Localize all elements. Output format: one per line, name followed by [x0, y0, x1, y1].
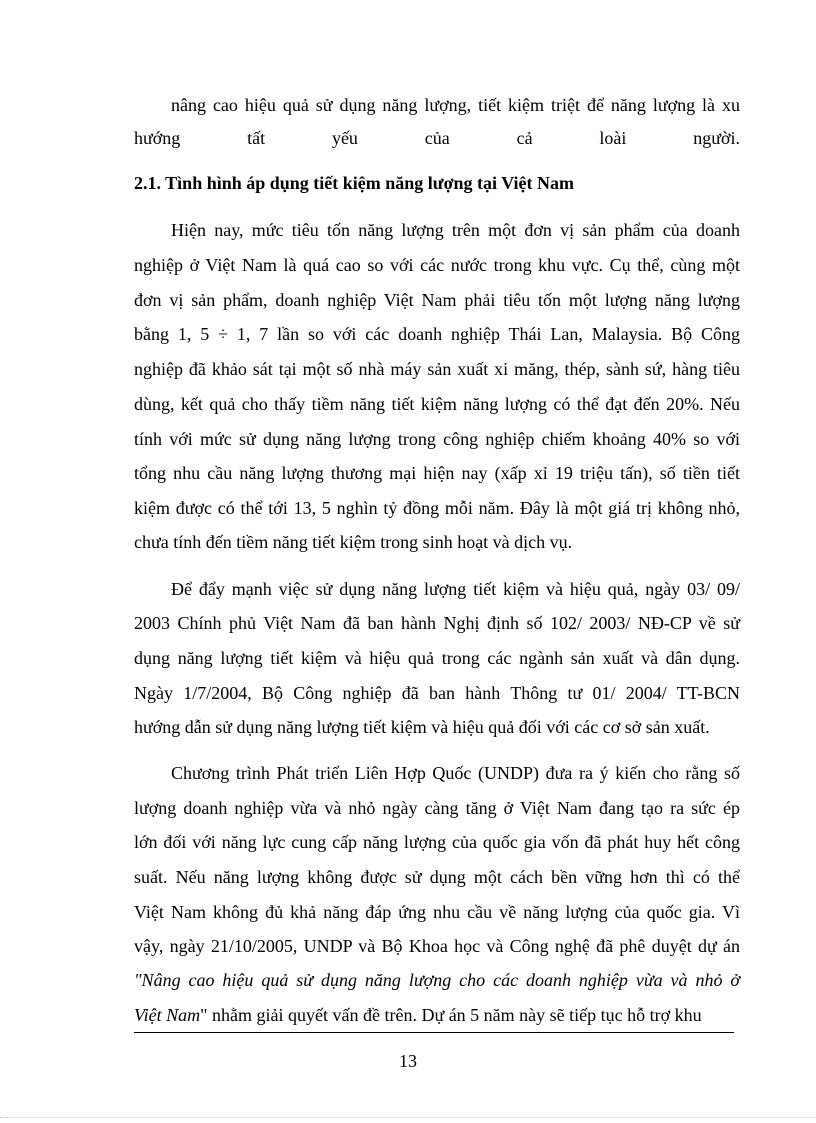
paragraph1-line: kiệm được có thể tới 13, 5 nghìn tỷ đồng mỗi năm. Đây là một giá trị không nhỏ, [134, 498, 740, 518]
paragraph1-line: dùng, kết quả cho thấy tiềm năng tiết kiệm năng lượng có thể đạt đến 20%. Nếu [134, 394, 740, 414]
project-title-end: Việt Nam [134, 1005, 201, 1025]
paragraph2-line: Để đẩy mạnh việc sử dụng năng lượng tiết kiệm và hiệu quả, ngày 03/ 09/ [171, 579, 740, 599]
paragraph3-line: suất. Nếu năng lượng không được sử dụng một cách bền vững hơn thì có thể [134, 867, 740, 887]
intro-line-2: hướng tất yếu của cả loài người. [134, 128, 740, 148]
paragraph3-line: lượng doanh nghiệp vừa và nhỏ ngày càng tăng ở Việt Nam đang tạo ra sức ép [134, 798, 740, 818]
paragraph1-line: tổng nhu cầu năng lượng thương mại hiện nay (xấp xỉ 19 triệu tấn), số tiền tiết [134, 463, 740, 483]
intro-line-1: nâng cao hiệu quả sử dụng năng lượng, tiết kiệm triệt để năng lượng là xu [171, 95, 740, 115]
paragraph3-line: lớn đối với năng lực cung cấp năng lượng của quốc gia vốn đã phát huy hết công [134, 832, 740, 852]
paragraph2-line: Ngày 1/7/2004, Bộ Công nghiệp đã ban hành Thông tư 01/ 2004/ TT-BCN [134, 683, 740, 703]
paragraph2-line: 2003 Chính phủ Việt Nam đã ban hành Nghị định số 102/ 2003/ NĐ-CP về sử [134, 613, 740, 633]
paragraph1-line: nghiệp đã khảo sát tại một số nhà máy sản xuất xi măng, thép, sành sứ, hàng tiêu [134, 359, 740, 379]
paragraph1-line: nghiệp ở Việt Nam là quá cao so với các nước trong khu vực. Cụ thể, cùng một [134, 255, 740, 275]
paragraph1-line: bằng 1, 5 ÷ 1, 7 lần so với các doanh nghiệp Thái Lan, Malaysia. Bộ Công [134, 324, 740, 344]
paragraph1-line: chưa tính đến tiềm năng tiết kiệm trong sinh hoạt và dịch vụ. [134, 532, 573, 552]
paragraph3-line: vậy, ngày 21/10/2005, UNDP và Bộ Khoa học và Công nghệ đã phê duyệt dự án [134, 936, 740, 956]
paragraph2-line: hướng dẫn sử dụng năng lượng tiết kiệm và hiệu quả đối với các cơ sở sản xuất. [134, 717, 710, 737]
paragraph3-line: Chương trình Phát triển Liên Hợp Quốc (UNDP) đưa ra ý kiến cho rằng số [171, 763, 740, 783]
paragraph2-line: dụng năng lượng tiết kiệm và hiệu quả trong các ngành sản xuất và dân dụng. [134, 648, 740, 668]
page-bottom-border [0, 1117, 816, 1118]
paragraph3-line-rest: " nhằm giải quyết vấn đề trên. Dự án 5 năm này sẽ tiếp tục hỗ trợ khu [200, 1005, 702, 1025]
section-heading: 2.1. Tình hình áp dụng tiết kiệm năng lượng tại Việt Nam [134, 173, 575, 193]
paragraph1-line: Hiện nay, mức tiêu tốn năng lượng trên một đơn vị sản phẩm của doanh [171, 220, 740, 240]
paragraph1-line: đơn vị sản phẩm, doanh nghiệp Việt Nam phải tiêu tốn một lượng năng lượng [134, 290, 740, 310]
page-number: 13 [399, 1051, 417, 1071]
paragraph1-line: tính với mức sử dụng năng lượng trong công nghiệp chiếm khoảng 40% so với [134, 429, 740, 449]
paragraph3-line: Việt Nam không đủ khả năng đáp ứng nhu cầu về năng lượng của quốc gia. Vì [134, 902, 740, 922]
project-title-line: "Nâng cao hiệu quả sử dụng năng lượng cho các doanh nghiệp vừa và nhỏ ở [134, 970, 740, 990]
footer-rule [134, 1032, 734, 1033]
paragraph3-last-line [134, 1004, 740, 1026]
